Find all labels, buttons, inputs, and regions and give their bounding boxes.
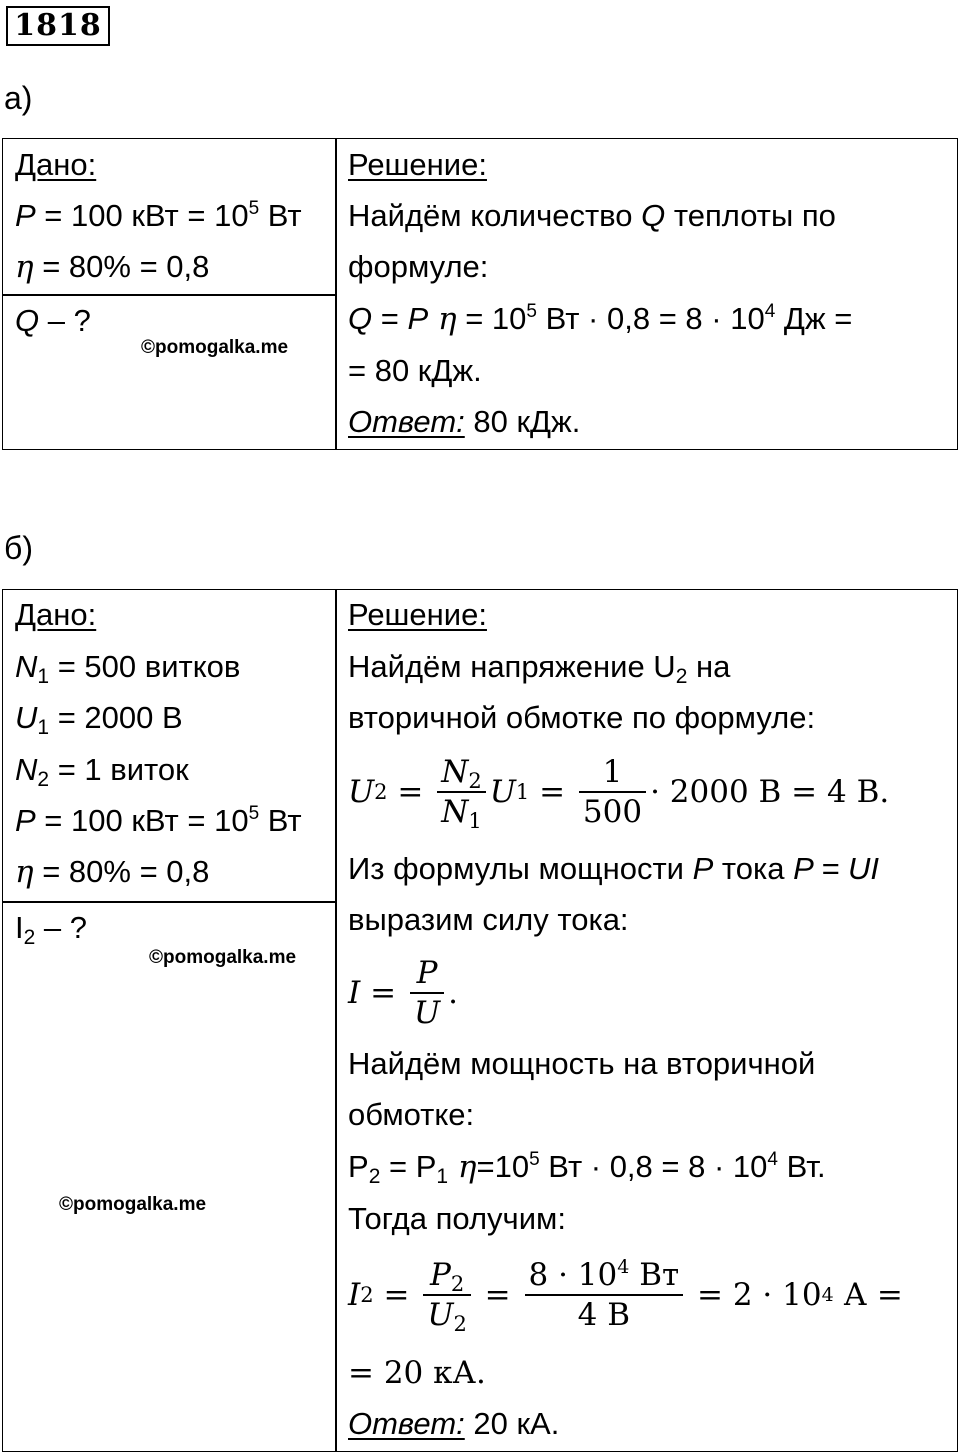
part-a-given-efficiency: η = 80% = 0,8 — [15, 249, 210, 285]
part-a-given-title: Дано: — [15, 147, 97, 182]
fraction-1-500: $\frac{1}{500}$ — [579, 753, 646, 831]
part-b-equation-final: I 2 = $\frac{P_2}{U_2}$ = $\frac{8 \cdot 10^4 Вт}{4 В}$ = 2 · 10 4 А = — [348, 1256, 903, 1336]
fraction-n2-n1: $\frac{N_2}{N_1}$ — [437, 753, 486, 831]
part-b-given-title: Дано: — [15, 597, 97, 632]
part-b-divider — [335, 590, 337, 1451]
part-b-label: б) — [4, 530, 33, 566]
fraction-p2-u2: $\frac{P_2}{U_2}$ — [423, 1256, 471, 1334]
fraction-8e4-4: $\frac{8 \cdot 10^4 Вт}{4 В}$ — [525, 1256, 684, 1334]
part-a-find: Q – ? — [15, 303, 91, 338]
part-b-answer: Ответ: 20 кА. — [348, 1406, 560, 1441]
part-a-text-2: формуле: — [348, 249, 489, 284]
part-a-solution-title: Решение: — [348, 147, 487, 182]
part-b-watermark-2: ©pomogalka.me — [59, 1194, 207, 1215]
part-b-given-u1: $U_1 = 2000$ В — [15, 700, 183, 739]
part-b-given-power: P = 100 кВт = $10^5$ Вт — [15, 803, 302, 838]
fraction-p-u: $\frac{P}{U}$ — [410, 954, 444, 1032]
part-b-given-separator — [3, 901, 335, 903]
part-a-given-separator — [3, 294, 335, 296]
part-b-text-5: Найдём мощность на вторичной — [348, 1046, 816, 1081]
part-b-given-efficiency: η = 80% = 0,8 — [15, 854, 210, 890]
part-a-formula-cont: = 80 кДж. — [348, 353, 482, 388]
part-b-text-8: Тогда получим: — [348, 1201, 566, 1236]
part-b-text-2: вторичной обмотке по формуле: — [348, 700, 816, 735]
part-a-table — [2, 138, 958, 450]
part-b-given-n1: $N_1 = 500$ витков — [15, 649, 241, 688]
part-a-divider — [335, 139, 337, 449]
part-b-equation-current: I = $\frac{P}{U}$ . — [348, 955, 458, 1031]
part-b-given-n2: $N_2 = 1$ виток — [15, 752, 189, 791]
part-a-formula: Q = P $\eta = 10^5$ Вт · $0,8 = 8 \cdot 10^4$ Дж = — [348, 301, 853, 337]
part-a-watermark: ©pomogalka.me — [141, 337, 289, 358]
part-b-equation-final-cont: = 20 кА. — [348, 1355, 486, 1391]
part-a-text-1: Найдём количество Q теплоты по — [348, 198, 836, 233]
part-b-text-4: выразим силу тока: — [348, 902, 629, 937]
part-a-answer: Ответ: 80 кДж. — [348, 404, 581, 439]
part-b-table — [2, 589, 958, 1452]
part-b-text-6: обмотке: — [348, 1097, 475, 1132]
part-b-equation-voltage: U 2 = $\frac{N_2}{N_1}$ U 1 = $\frac{1}{500}$ · 2000 В = 4 В. — [348, 754, 890, 833]
part-b-text-3: Из формулы мощности P тока P = UI — [348, 851, 879, 886]
part-b-power-calc: $P_2 = P_1$ $\eta=10^5$ Вт · $0,8 = 8 \cdot 10^4$ Вт. — [348, 1149, 826, 1188]
part-a-label: а) — [4, 80, 33, 116]
part-b-find: $I_2$ – ? — [15, 910, 88, 949]
part-b-watermark-1: ©pomogalka.me — [149, 947, 297, 968]
part-b-solution-title: Решение: — [348, 597, 487, 632]
problem-number: 1818 — [6, 6, 110, 46]
part-a-given-power: P = 100 кВт = $10^5$ Вт — [15, 198, 302, 233]
part-b-text-1: Найдём напряжение $U_2$ на — [348, 649, 731, 688]
